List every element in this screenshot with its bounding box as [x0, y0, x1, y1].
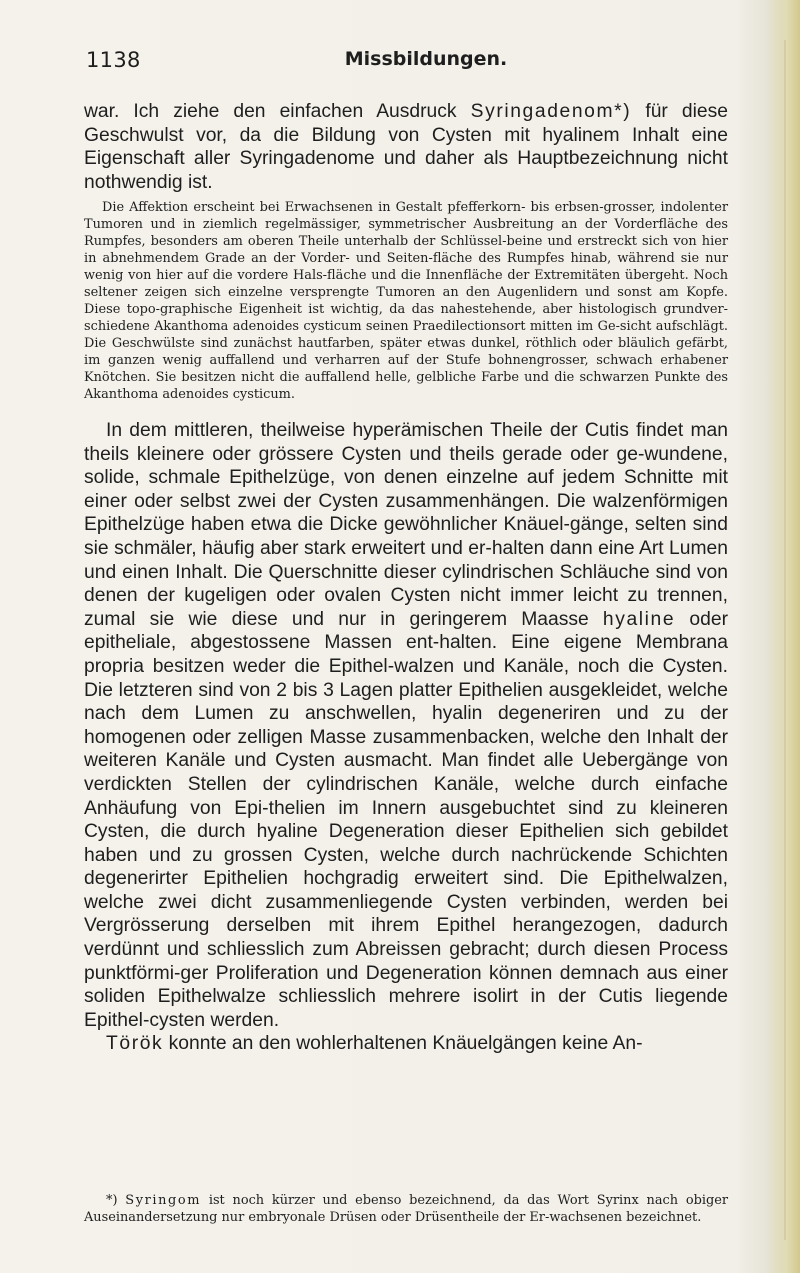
histology-paragraph: [84, 419, 728, 1056]
term-hyaline: hyaline: [602, 608, 676, 630]
clinical-description-paragraph: Die Affektion erscheint bei Erwachsenen in Gestalt pfefferkorn- bis erbsen-grosser, indolenter Tumoren und in ziemlich regelmässiger, symmetrischer Ausbreitung an der Vorderfläche des Rumpfes, besonders am oberen Theile unterhalb der Schlüssel-beine und erstreckt sich von hier in abnehmendem Grade an der Vorder- und Seiten-fläche des Rumpfes hinab, während sie nur wenig von hier auf die vordere Hals-fläche und die Innenfläche der Extremitäten übergeht. Noch seltener zeigen sich einzelne versprengte Tumoren an den Augenlidern und sonst am Kopfe. Diese topo-graphische Eigenheit ist wichtig, da das nahestehende, aber histologisch grundver-schiedene Akanthoma adenoides cysticum seinen Praedilectionsort mitten im Ge-sicht aufschlägt. Die Geschwülste sind zunächst hautfarben, später etwas dunkel, röthlich oder bläulich gefärbt, im ganzen wenig auffallend und verharren auf der Stufe bohnengrosser, schwach erhabener Knötchen. Sie besitzen nicht die auffallend helle, gelbliche Farbe und die schwarzen Punkte des Akanthoma adenoides cysticum.: [84, 200, 728, 402]
term-syringadenom: Syringadenom*): [470, 101, 632, 122]
intro-paragraph: [84, 100, 728, 194]
page-header: [86, 48, 766, 78]
page-edge-tint: [766, 0, 800, 1273]
footnote-text: ist noch kürzer und ebenso bezeichnend, da das Wort Syrinx nach obiger Auseinandersetzung nur embryonale Drüsen oder Drüsentheile der Er-wachsenen bezeichnet.: [84, 1193, 728, 1225]
intro-text-before: war. Ich ziehe den einfachen Ausdruck: [84, 101, 471, 122]
page-binding-edge: [784, 40, 786, 1240]
histology-text-part2: oder epitheliale, abgestossene Massen ent-halten. Eine eigene Membrana propria besitzen weder die Epithel-walzen und Kanäle, noch die Cysten. Die letzteren sind von 2 bis 3 Lagen platter Epithelien ausgekleidet, welche nach dem Lumen zu anschwellen, hyalin degeneriren und zu der homogenen oder zelligen Masse zusammenbacken, welche den Inhalt der weiteren Kanäle und Cysten ausmacht. Man findet alle Uebergänge von verdickten Stellen der cylindrischen Kanäle, welche durch einfache Anhäufung von Epi-thelien im Innern ausgebuchtet sind zu kleineren Cysten, die durch hyaline Degeneration dieser Epithelien sich gebildet haben und zu grossen Cysten, welche durch nachrückende Schichten degenerirter Epithelien hochgradig erweitert sind. Die Epithelwalzen, welche zwei dicht zusammenliegende Cysten verbinden, werden bei Vergrösserung derselben mit ihrem Epithel herangezogen, dadurch verdünnt und schliesslich zum Abreissen gebracht; durch diesen Process punktförmi-ger Proliferation und Degeneration können demnach aus einer soliden Epithelwalze schliesslich mehrere isolirt in der Cutis liegende Epithel-cysten werden.: [84, 608, 728, 1031]
author-name-torok: Török: [106, 1033, 164, 1055]
closing-text: konnte an den wohlerhaltenen Knäuelgängen keine An-: [163, 1033, 643, 1055]
running-title: Missbildungen.: [344, 48, 508, 70]
footnote-marker: *): [106, 1193, 118, 1208]
footnote: [84, 1192, 728, 1226]
histology-text-part1: In dem mittleren, theilweise hyperämischen Theile der Cutis findet man theils kleinere oder grössere Cysten und theils gerade oder ge-wundene, solide, schmale Epithelzüge, von denen einzelne auf jedem Schnitte mit einer oder selbst zwei der Cysten zusammenhängen. Die walzenförmigen Epithelzüge haben etwa die Dicke gewöhnlicher Knäuel-gänge, selten sind sie schmäler, häufig aber stark erweitert und er-halten dann eine Art Lumen und einen Inhalt. Die Querschnitte dieser cylindrischen Schläuche sind von denen der kugeligen oder ovalen Cysten nicht immer leicht zu trennen, zumal sie wie diese und nur in geringerem Maasse: [84, 420, 728, 630]
intro-text-after: für diese Geschwulst vor, da die Bildung von Cysten mit hyalinem Inhalt eine Eigenschaft aller Syringadenome und daher als Hauptbezeichnung nicht nothwendig ist.: [84, 101, 728, 193]
page-number: 1138: [86, 48, 141, 72]
footnote-term-syringom: Syringom: [125, 1193, 202, 1208]
